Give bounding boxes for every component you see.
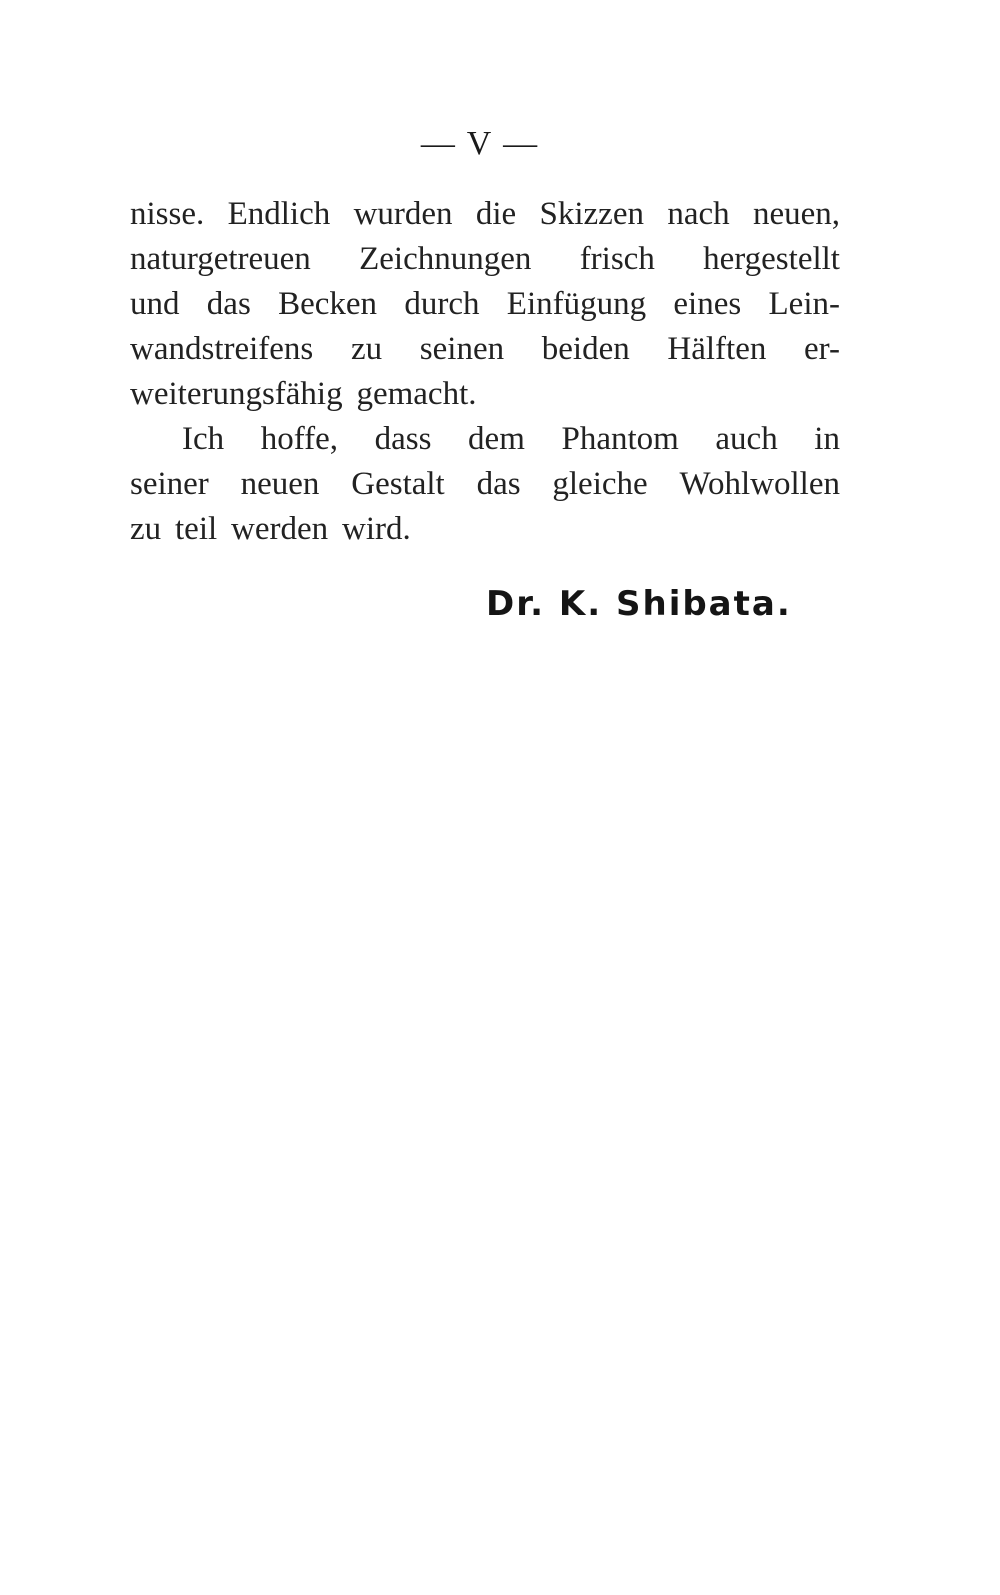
- word: er-: [804, 331, 840, 367]
- word: zu: [350, 331, 383, 367]
- word: durch: [404, 286, 480, 322]
- word: wandstreifens: [130, 331, 314, 367]
- word: Einfügung: [506, 286, 647, 322]
- word: Becken: [278, 286, 378, 322]
- word: Zeichnungen: [359, 241, 532, 277]
- word: Phantom: [561, 421, 679, 457]
- page-number: — V —: [420, 125, 540, 162]
- word: Hälften: [667, 331, 767, 367]
- word: Lein-: [768, 286, 840, 322]
- word: hergestellt: [703, 241, 840, 277]
- word: das: [206, 286, 251, 322]
- paragraph-end-line: [130, 372, 840, 417]
- word: die: [475, 196, 517, 232]
- word: seiner: [130, 466, 209, 502]
- word: gleiche: [552, 466, 648, 502]
- word: Endlich: [227, 196, 331, 232]
- word: weiterungsfähig: [130, 376, 343, 412]
- word: auch: [715, 421, 778, 457]
- word: nisse.: [130, 196, 205, 232]
- word: werden: [231, 511, 329, 547]
- word: dass: [374, 421, 432, 457]
- text-line: [130, 237, 840, 282]
- text-line: [130, 282, 840, 327]
- word: eines: [673, 286, 742, 322]
- word: in: [814, 421, 840, 457]
- word: wurden: [353, 196, 453, 232]
- word: neuen,: [752, 196, 840, 232]
- word: gemacht.: [356, 376, 477, 412]
- text-line: [130, 327, 840, 372]
- word: wird.: [342, 511, 411, 547]
- word: seinen: [419, 331, 505, 367]
- text-line: [130, 192, 840, 237]
- body-text: [130, 192, 840, 552]
- word: Skizzen: [539, 196, 644, 232]
- paragraph-end-line: [130, 507, 840, 552]
- word: das: [476, 466, 521, 502]
- paragraph-start-line: [130, 417, 840, 462]
- word: naturgetreuen: [130, 241, 311, 277]
- word: nach: [667, 196, 730, 232]
- text-line: [130, 462, 840, 507]
- word: hoffe,: [260, 421, 339, 457]
- word: neuen: [240, 466, 320, 502]
- word: Ich: [182, 421, 225, 457]
- word: frisch: [579, 241, 655, 277]
- word: zu: [130, 511, 162, 547]
- word: teil: [175, 511, 218, 547]
- word: beiden: [541, 331, 630, 367]
- word: Gestalt: [351, 466, 445, 502]
- author-signature: Dr. K. Shibata.: [486, 584, 792, 624]
- word: dem: [468, 421, 525, 457]
- word: und: [130, 286, 180, 322]
- word: Wohlwollen: [679, 466, 840, 502]
